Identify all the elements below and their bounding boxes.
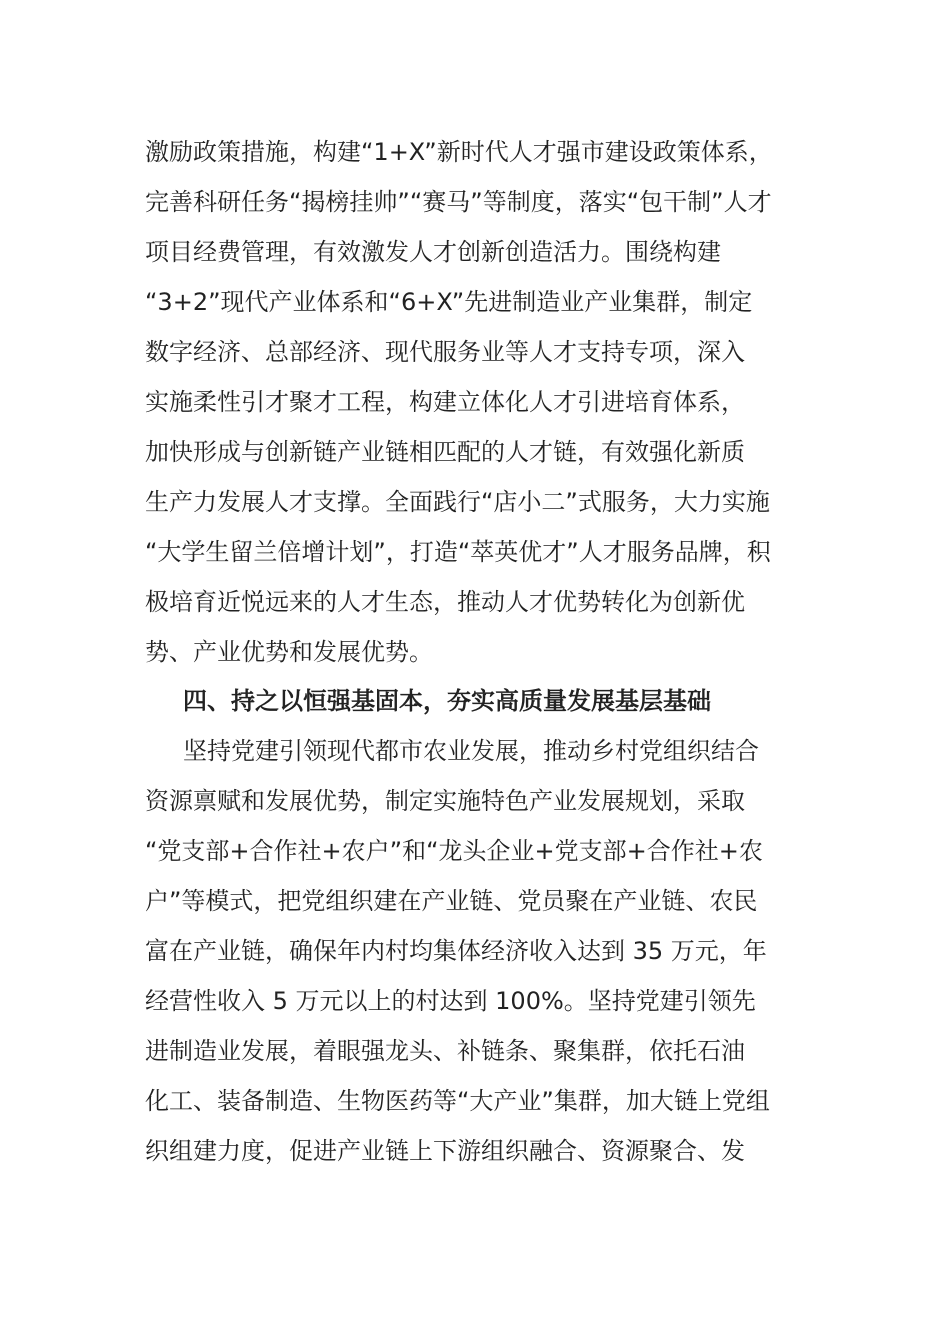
text-line: 化工、装备制造、生物医药等“大产业”集群，加大链上党组 (145, 1087, 770, 1115)
text-line: 织组建力度，促进产业链上下游组织融合、资源聚合、发 (145, 1137, 745, 1165)
text-line: 经营性收入 5 万元以上的村达到 100%。坚持党建引领先 (145, 987, 756, 1015)
paragraph-party-building (145, 726, 815, 1176)
text-line: 加快形成与创新链产业链相匹配的人才链，有效强化新质 (145, 438, 745, 466)
text-line: 富在产业链，确保年内村均集体经济收入达到 35 万元，年 (145, 937, 767, 965)
text-line: 坚持党建引领现代都市农业发展，推动乡村党组织结合 (183, 737, 759, 765)
text-line: “党支部+合作社+农户”和“龙头企业+党支部+合作社+农 (145, 837, 763, 865)
text-line: “大学生留兰倍增计划”，打造“萃英优才”人才服务品牌，积 (145, 538, 771, 566)
text-line: 项目经费管理，有效激发人才创新创造活力。围绕构建 (145, 238, 721, 266)
text-line: 极培育近悦远来的人才生态，推动人才优势转化为创新优 (145, 588, 745, 616)
text-line: 势、产业优势和发展优势。 (145, 638, 433, 666)
text-line: 实施柔性引才聚才工程，构建立体化人才引进培育体系， (145, 388, 745, 416)
section-heading-text: 四、持之以恒强基固本，夯实高质量发展基层基础 (183, 687, 711, 715)
section-heading (183, 676, 853, 726)
text-line: 户”等模式，把党组织建在产业链、党员聚在产业链、农民 (145, 887, 758, 915)
text-line: 资源禀赋和发展优势，制定实施特色产业发展规划，采取 (145, 787, 745, 815)
text-line: 数字经济、总部经济、现代服务业等人才支持专项，深入 (145, 338, 745, 366)
text-line: 完善科研任务“揭榜挂帅”“赛马”等制度，落实“包干制”人才 (145, 188, 772, 216)
text-line: 生产力发展人才支撑。全面践行“店小二”式服务，大力实施 (145, 488, 770, 516)
paragraph-talent-policy (145, 127, 815, 677)
text-line: 进制造业发展，着眼强龙头、补链条、聚集群，依托石油 (145, 1037, 745, 1065)
text-line: 激励政策措施，构建“1+X”新时代人才强市建设政策体系， (145, 138, 773, 166)
text-line: “3+2”现代产业体系和“6+X”先进制造业产业集群，制定 (145, 288, 753, 316)
